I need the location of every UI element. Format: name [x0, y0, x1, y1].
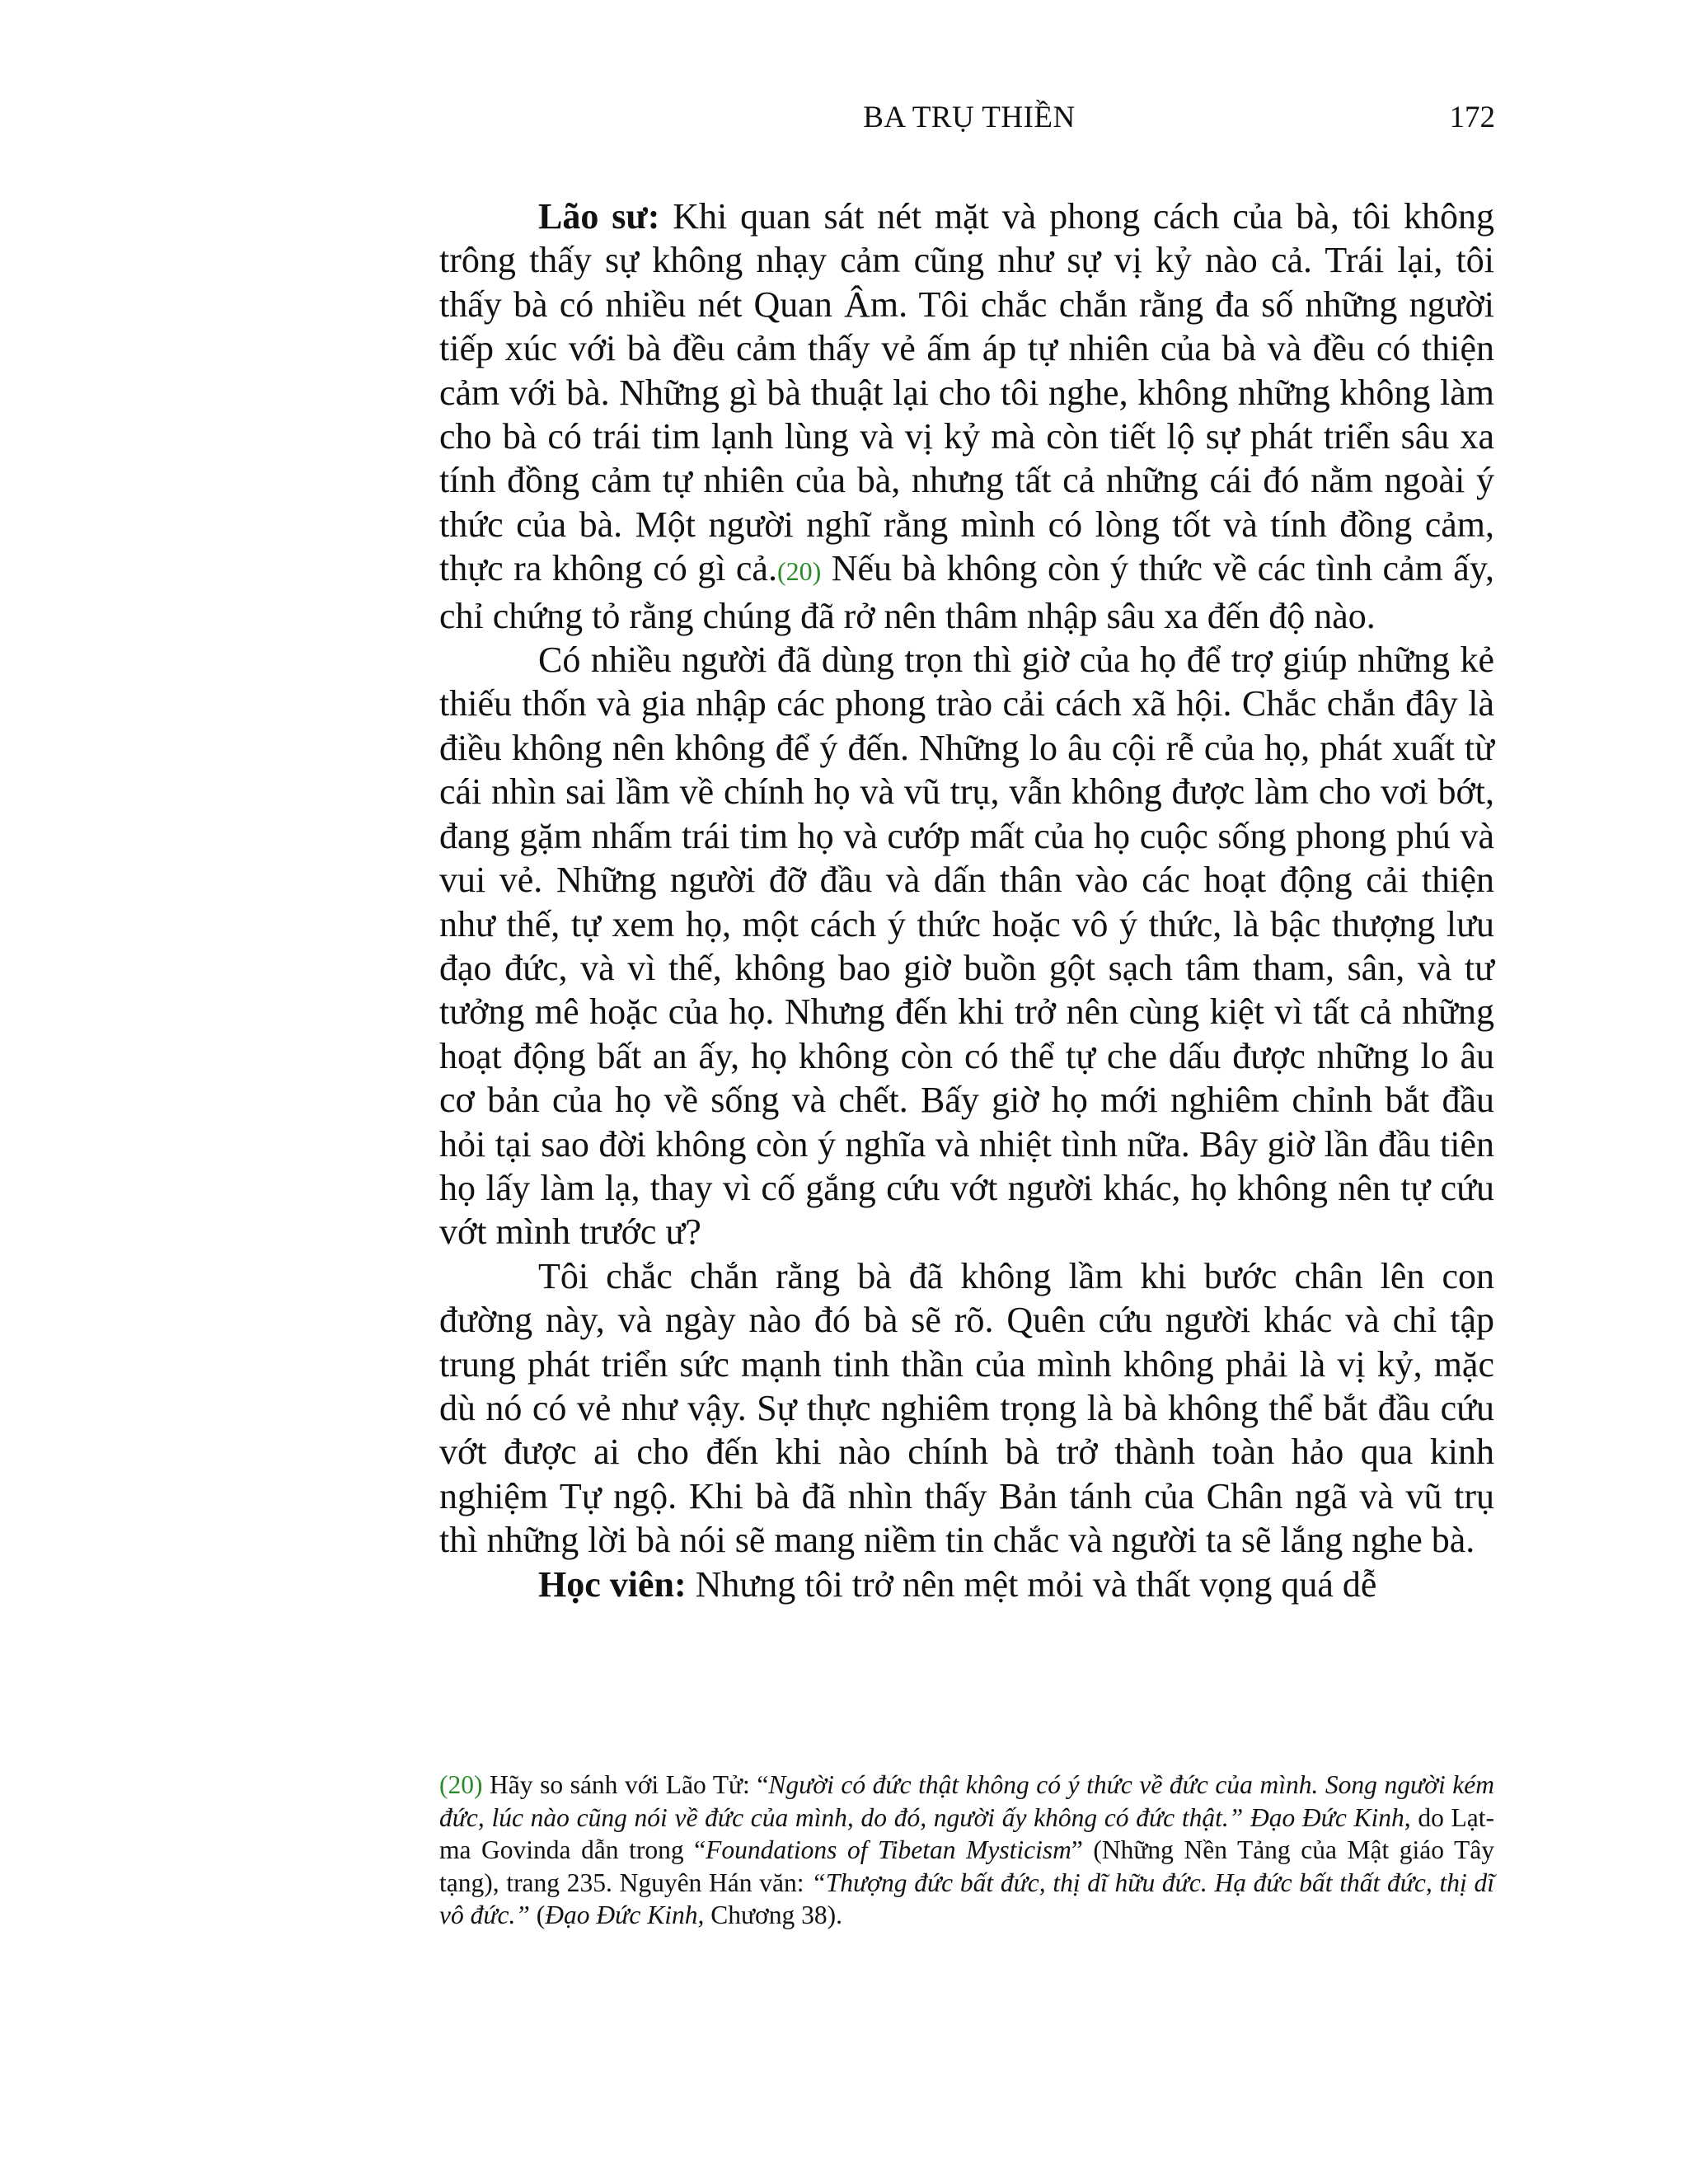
paragraph-text: Nếu bà không còn ý thức về các tình cảm ấy, chỉ chứng tỏ rằng chúng đã rở nên thâm nhập sâu xa đến độ nào.: [439, 548, 1494, 636]
footnote-segment: Hãy so sánh với Lão Tử: “: [482, 1770, 769, 1799]
footnote-segment: , do Lạt-ma Govinda dẫn trong “: [439, 1802, 1494, 1864]
footnote-segment: (: [529, 1900, 546, 1929]
speaker-label: Học viên:: [538, 1563, 687, 1605]
footnote-segment: ” (Những Nền Tảng của Mật giáo Tây tạng), trang 235. Nguyên Hán văn:: [439, 1835, 1494, 1897]
page-number: 172: [1449, 101, 1495, 134]
paragraph-3: Tôi chắc chắn rằng bà đã không lầm khi bước chân lên con đường này, và ngày nào đó bà sẽ rõ. Quên cứu người khác và chỉ tập trung phát triển sức mạnh tinh thần của mình không phải là vị kỷ, mặc dù nó có vẻ như vậy. Sự thực nghiêm trọng là bà không thể bắt đầu cứu vớt được ai cho đến khi nào chính bà trở thành toàn hảo qua kinh nghiệm Tự ngộ. Khi bà đã nhìn thấy Bản tánh của Chân ngã và vũ trụ thì những lời bà nói sẽ mang niềm tin chắc và người ta sẽ lắng nghe bà.: [439, 1255, 1494, 1561]
body-text: [439, 194, 1494, 1606]
footnote-text: [439, 1769, 1494, 1932]
footnote-quote: Người có đức thật không có ý thức về đức của mình. Song người kém đức, lúc nào cũng nói về đức của mình, do đó, người ấy không có đức thật.” Đạo Đức Kinh: [439, 1770, 1494, 1832]
speaker-label: Lão sư:: [538, 196, 660, 237]
footnote-number: (20): [439, 1770, 483, 1799]
paragraph-hoc-vien: [439, 1563, 1494, 1606]
paragraph-lao-su: [439, 194, 1494, 638]
footnote-20: [439, 1769, 1494, 1932]
footnote-han-text: “Thượng đức bất đức, thị dĩ hữu đức. Hạ đức bất thất đức, thị dĩ vô đức.”: [439, 1868, 1494, 1929]
running-header: [443, 97, 1495, 138]
paragraph-text: Nhưng tôi trở nên mệt mỏi và thất vọng quá dễ: [686, 1563, 1377, 1605]
paragraph-text: Khi quan sát nét mặt và phong cách của bà, tôi không trông thấy sự không nhạy cảm cũng như sự vị kỷ nào cả. Trái lại, tôi thấy bà có nhiều nét Quan Âm. Tôi chắc chắn rằng đa số những người tiếp xúc với bà đều cảm thấy vẻ ấm áp tự nhiên của bà và đều có thiện cảm với bà. Những gì bà thuật lại cho tôi nghe, không những không làm cho bà có trái tim lạnh lùng và vị kỷ mà còn tiết lộ sự phát triển sâu xa tính đồng cảm tự nhiên của bà, nhưng tất cả những cái đó nằm ngoài ý thức của bà. Một người nghĩ rằng mình có lòng tốt và tính đồng cảm, thực ra không có gì cả.: [439, 196, 1494, 589]
running-title: BA TRỤ THIỀN: [863, 101, 1076, 134]
footnote-segment: Chương 38).: [704, 1900, 842, 1929]
footnote-book-title: Foundations of Tibetan Mysticism: [706, 1835, 1071, 1864]
paragraph-2: Có nhiều người đã dùng trọn thì giờ của họ để trợ giúp những kẻ thiếu thốn và gia nhập các phong trào cải cách xã hội. Chắc chắn đây là điều không nên không để ý đến. Những lo âu cội rễ của họ, phát xuất từ cái nhìn sai lầm về chính họ và vũ trụ, vẫn không được làm cho vơi bớt, đang gặm nhấm trái tim họ và cướp mất của họ cuộc sống phong phú và vui vẻ. Những người đỡ đầu và dấn thân vào các hoạt động cải thiện như thế, tự xem họ, một cách ý thức hoặc vô ý thức, là bậc thượng lưu đạo đức, và vì thế, không bao giờ buồn gột sạch tâm tham, sân, và tư tưởng mê hoặc của họ. Nhưng đến khi trở nên cùng kiệt vì tất cả những hoạt động bất an ấy, họ không còn có thể tự che dấu được những lo âu cơ bản của họ về sống và chết. Bấy giờ họ mới nghiêm chỉnh bắt đầu hỏi tại sao đời không còn ý nghĩa và nhiệt tình nữa. Bây giờ lần đầu tiên họ lấy làm lạ, thay vì cố gắng cứu vớt người khác, họ không nên tự cứu vớt mình trước ư?: [439, 640, 1494, 1253]
footnote-reference-link[interactable]: (20): [776, 556, 822, 587]
footnote-source-title: Đạo Đức Kinh,: [545, 1900, 705, 1929]
